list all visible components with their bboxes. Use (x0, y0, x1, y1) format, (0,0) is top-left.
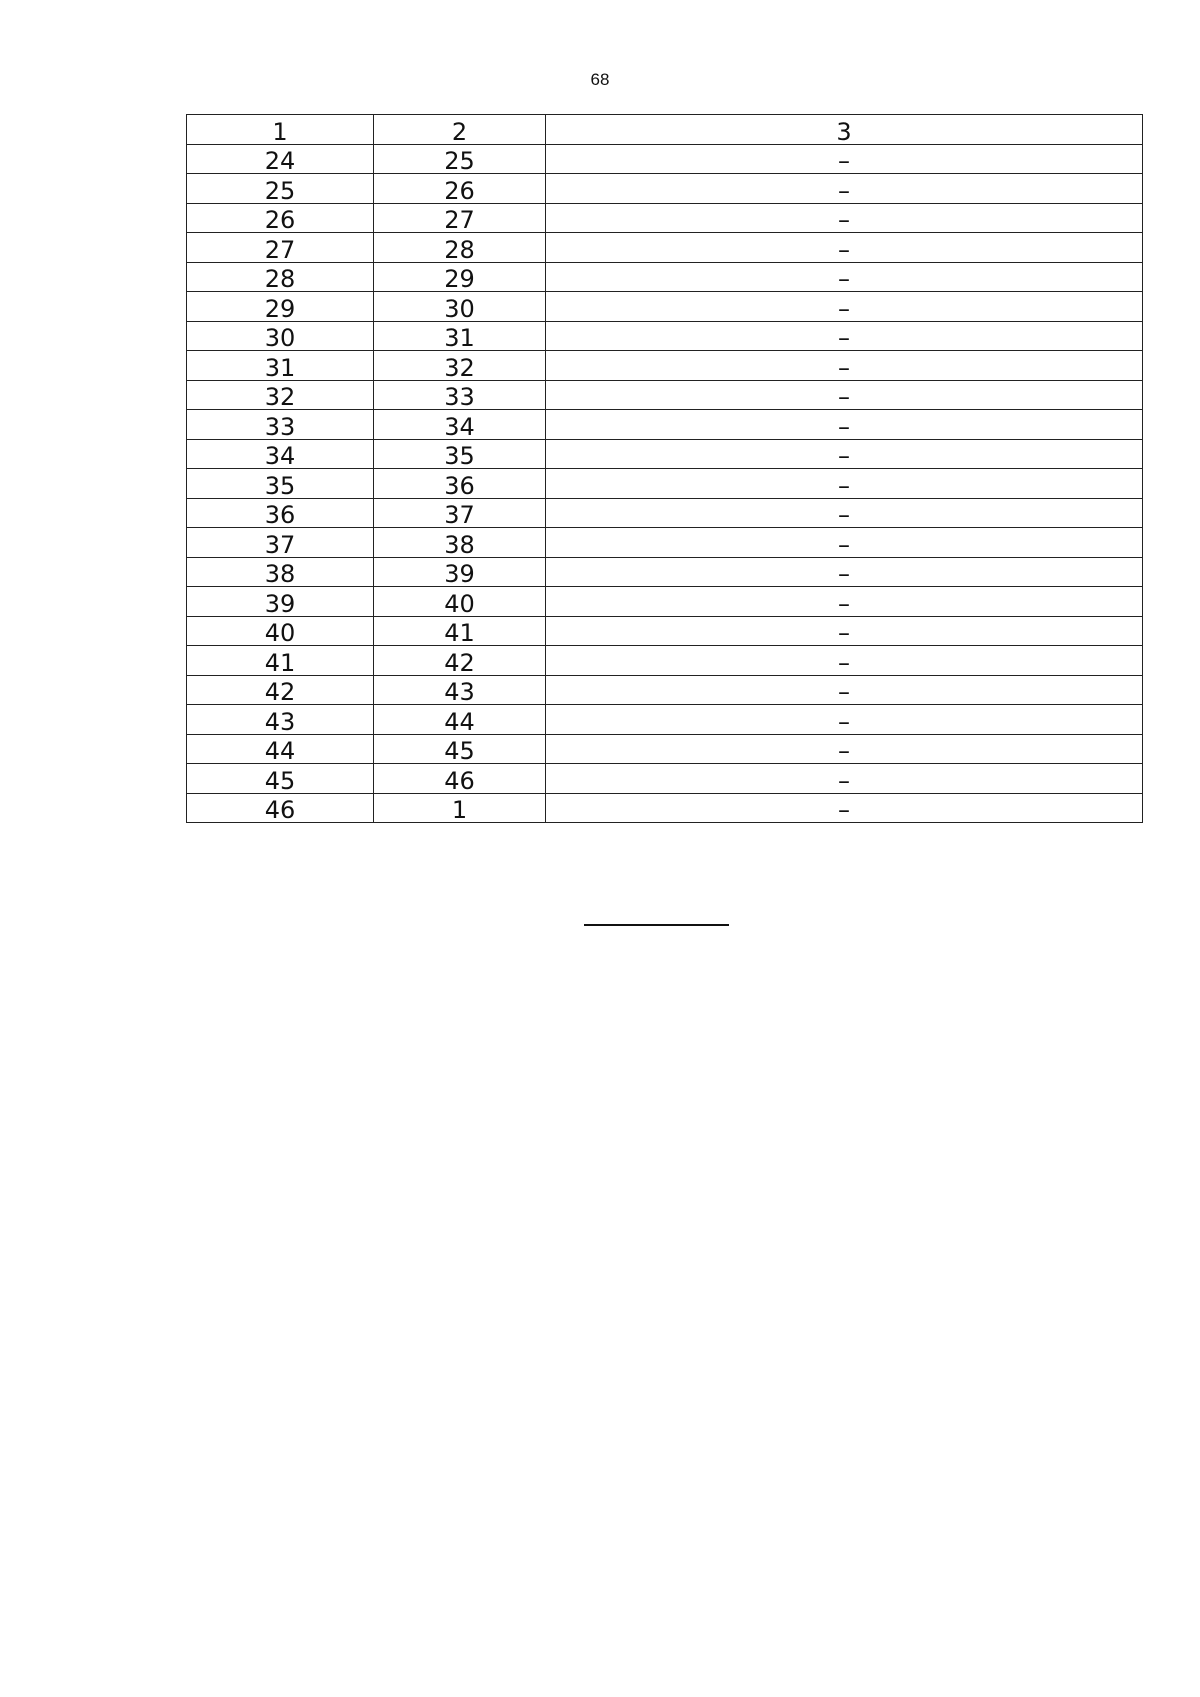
table-cell-col3: – (546, 203, 1143, 233)
table-row (187, 764, 1143, 794)
table-cell-col3: – (546, 292, 1143, 322)
table-cell-col2: 34 (374, 410, 546, 440)
table-cell-col3: – (546, 587, 1143, 617)
table-row (187, 262, 1143, 292)
table-cell-col2: 36 (374, 469, 546, 499)
table-cell-col2: 27 (374, 203, 546, 233)
table-row (187, 321, 1143, 351)
table-cell-col3: – (546, 734, 1143, 764)
table-cell-col1: 26 (187, 203, 374, 233)
table-row (187, 587, 1143, 617)
table-cell-col1: 31 (187, 351, 374, 381)
table-cell-col3: – (546, 174, 1143, 204)
table-cell-col1: 37 (187, 528, 374, 558)
table-cell-col2: 43 (374, 675, 546, 705)
table-row (187, 793, 1143, 823)
table-row (187, 498, 1143, 528)
table-cell-col1: 46 (187, 793, 374, 823)
end-of-document-rule (584, 924, 729, 926)
table-row (187, 528, 1143, 558)
table-row (187, 203, 1143, 233)
table-cell-col1: 29 (187, 292, 374, 322)
table-cell-col3: – (546, 616, 1143, 646)
table-cell-col2: 39 (374, 557, 546, 587)
table-cell-col2: 45 (374, 734, 546, 764)
table-row (187, 469, 1143, 499)
table-cell-col1: 28 (187, 262, 374, 292)
table-cell-col1: 45 (187, 764, 374, 794)
table-cell-col2: 38 (374, 528, 546, 558)
table-cell-col3: – (546, 764, 1143, 794)
table-cell-col3: – (546, 469, 1143, 499)
table-cell-col1: 39 (187, 587, 374, 617)
table-cell-col2: 1 (374, 793, 546, 823)
table-cell-col1: 43 (187, 705, 374, 735)
table-cell-col2: 25 (374, 144, 546, 174)
table-cell-col3: – (546, 646, 1143, 676)
table-row (187, 351, 1143, 381)
table-cell-col2: 42 (374, 646, 546, 676)
table-cell-col2: 32 (374, 351, 546, 381)
header-cell-col3: 3 (546, 115, 1143, 145)
table-cell-col3: – (546, 439, 1143, 469)
table-cell-col1: 33 (187, 410, 374, 440)
table-cell-col2: 30 (374, 292, 546, 322)
table-row (187, 705, 1143, 735)
table-cell-col1: 34 (187, 439, 374, 469)
table-row (187, 675, 1143, 705)
table-cell-col3: – (546, 498, 1143, 528)
table-row (187, 557, 1143, 587)
table-cell-col2: 31 (374, 321, 546, 351)
table-cell-col2: 33 (374, 380, 546, 410)
data-table (186, 114, 1143, 823)
table-cell-col3: – (546, 380, 1143, 410)
table-row (187, 292, 1143, 322)
table-cell-col2: 46 (374, 764, 546, 794)
table-cell-col1: 25 (187, 174, 374, 204)
table-row (187, 233, 1143, 263)
table-cell-col1: 40 (187, 616, 374, 646)
table-cell-col3: – (546, 262, 1143, 292)
table-row (187, 734, 1143, 764)
table-cell-col1: 30 (187, 321, 374, 351)
table-cell-col3: – (546, 793, 1143, 823)
table-cell-col1: 38 (187, 557, 374, 587)
table-cell-col1: 42 (187, 675, 374, 705)
table-cell-col1: 41 (187, 646, 374, 676)
table-cell-col3: – (546, 144, 1143, 174)
table-cell-col3: – (546, 557, 1143, 587)
table-row (187, 410, 1143, 440)
table-row (187, 380, 1143, 410)
table-cell-col1: 24 (187, 144, 374, 174)
table-row (187, 646, 1143, 676)
table-body (187, 115, 1143, 823)
table-cell-col3: – (546, 321, 1143, 351)
table-cell-col1: 35 (187, 469, 374, 499)
table-cell-col1: 44 (187, 734, 374, 764)
table-cell-col1: 36 (187, 498, 374, 528)
page-number: 68 (590, 70, 610, 89)
table-cell-col1: 32 (187, 380, 374, 410)
table-cell-col2: 35 (374, 439, 546, 469)
table-row (187, 174, 1143, 204)
table-cell-col2: 41 (374, 616, 546, 646)
table-row (187, 616, 1143, 646)
table-row (187, 439, 1143, 469)
table-cell-col3: – (546, 410, 1143, 440)
table-row (187, 144, 1143, 174)
table-cell-col2: 29 (374, 262, 546, 292)
table-cell-col2: 37 (374, 498, 546, 528)
table-cell-col3: – (546, 705, 1143, 735)
table-header-row (187, 115, 1143, 145)
header-cell-col1: 1 (187, 115, 374, 145)
table-cell-col2: 26 (374, 174, 546, 204)
table-cell-col3: – (546, 233, 1143, 263)
table-cell-col3: – (546, 528, 1143, 558)
header-cell-col2: 2 (374, 115, 546, 145)
table-cell-col3: – (546, 675, 1143, 705)
table-cell-col2: 44 (374, 705, 546, 735)
table-cell-col3: – (546, 351, 1143, 381)
table-cell-col2: 28 (374, 233, 546, 263)
table-cell-col1: 27 (187, 233, 374, 263)
table-cell-col2: 40 (374, 587, 546, 617)
